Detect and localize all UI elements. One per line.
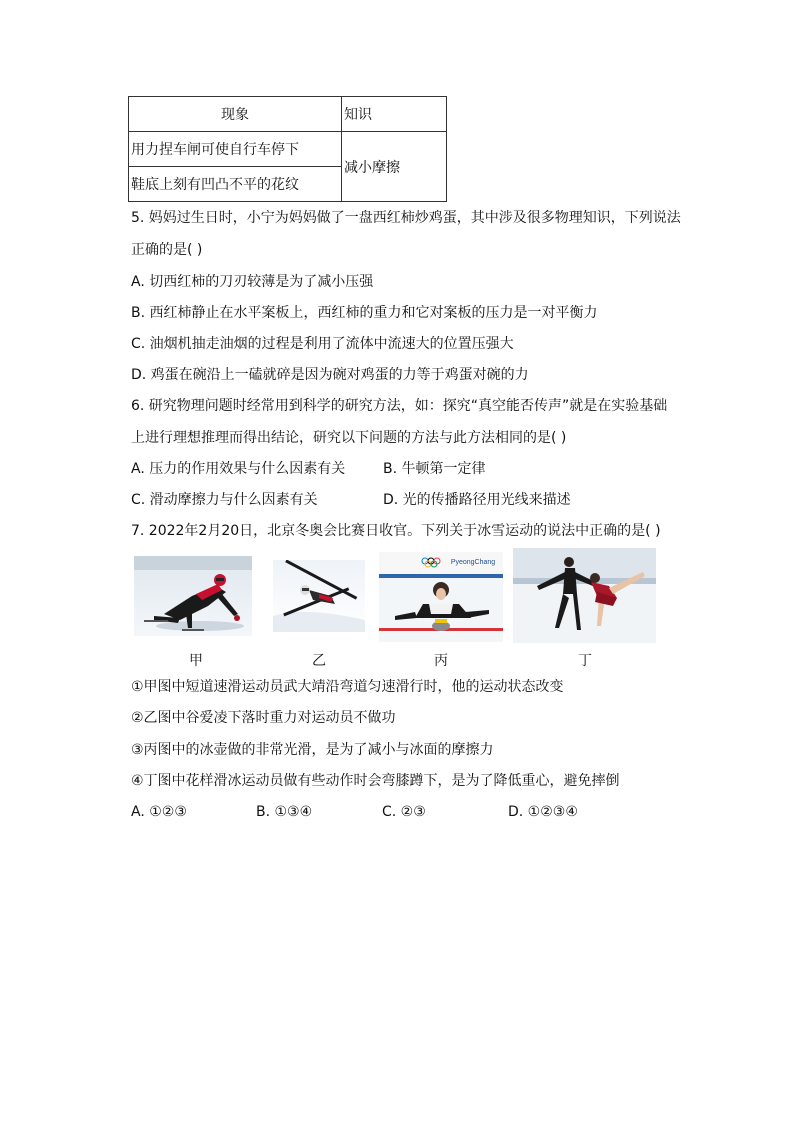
q6-option-b: B. 牛顿第一定律 — [383, 461, 486, 477]
caption-ding: 丁 — [578, 653, 592, 669]
q7-option-b: B. ①③④ — [256, 804, 313, 820]
knowledge-cell: 减小摩擦 — [342, 132, 447, 202]
header-phenomenon: 现象 — [129, 97, 342, 132]
q5-stem-line1: 5. 妈妈过生日时，小宁为妈妈做了一盘西红柿炒鸡蛋，其中涉及很多物理知识，下列说法 — [131, 210, 681, 226]
table-row — [129, 132, 447, 167]
q6-stem-line2: 上进行理想推理而得出结论，研究以下问题的方法与此方法相同的是( ) — [131, 430, 567, 446]
q7-option-d: D. ①②③④ — [508, 804, 578, 820]
q6-option-a: A. 压力的作用效果与什么因素有关 — [131, 461, 346, 477]
table-header-row — [129, 97, 447, 132]
q6-stem-line1: 6. 研究物理问题时经常用到科学的研究方法，如：探究“真空能否传声”就是在实验基础 — [131, 398, 668, 414]
photo-jia-speed-skater — [134, 556, 252, 636]
phenomenon-cell: 鞋底上刻有凹凸不平的花纹 — [129, 167, 342, 202]
q5-option-a: A. 切西红柿的刀刃较薄是为了减小压强 — [131, 274, 374, 290]
caption-jia: 甲 — [189, 653, 203, 669]
q7-option-c: C. ②③ — [382, 804, 426, 820]
q5-option-b: B. 西红柿静止在水平案板上，西红柿的重力和它对案板的压力是一对平衡力 — [131, 305, 598, 321]
q5-option-c: C. 油烟机抽走油烟的过程是利用了流体中流速大的位置压强大 — [131, 336, 514, 352]
q7-statement-4: ④丁图中花样滑冰运动员做有些动作时会弯膝蹲下，是为了降低重心，避免摔倒 — [131, 773, 620, 789]
q7-statement-2: ②乙图中谷爱凌下落时重力对运动员不做功 — [131, 710, 396, 726]
photo-yi-freestyle-skier — [273, 560, 365, 632]
caption-bing: 丙 — [434, 653, 448, 669]
q7-statement-3: ③丙图中的冰壶做的非常光滑，是为了减小与冰面的摩擦力 — [131, 742, 494, 758]
pyeongchang-sign: PyeongChang — [450, 559, 496, 566]
q5-stem-line2: 正确的是( ) — [131, 242, 203, 258]
header-knowledge: 知识 — [342, 97, 447, 132]
q6-option-d: D. 光的传播路径用光线来描述 — [383, 492, 571, 508]
q7-statement-1: ①甲图中短道速滑运动员武大靖沿弯道匀速滑行时，他的运动状态改变 — [131, 679, 564, 695]
phenomenon-cell: 用力捏车闸可使自行车停下 — [129, 132, 342, 167]
q6-option-c: C. 滑动摩擦力与什么因素有关 — [131, 492, 318, 508]
q5-option-d: D. 鸡蛋在碗沿上一磕就碎是因为碗对鸡蛋的力等于鸡蛋对碗的力 — [131, 367, 529, 383]
phenomenon-knowledge-table — [128, 96, 447, 202]
caption-yi: 乙 — [312, 653, 326, 669]
photo-ding-figure-skating — [513, 548, 656, 643]
q7-option-a: A. ①②③ — [131, 804, 187, 820]
photo-bing-curling — [379, 552, 503, 642]
q7-stem: 7. 2022年2月20日，北京冬奥会比赛日收官。下列关于冰雪运动的说法中正确的是( ) — [131, 523, 661, 539]
